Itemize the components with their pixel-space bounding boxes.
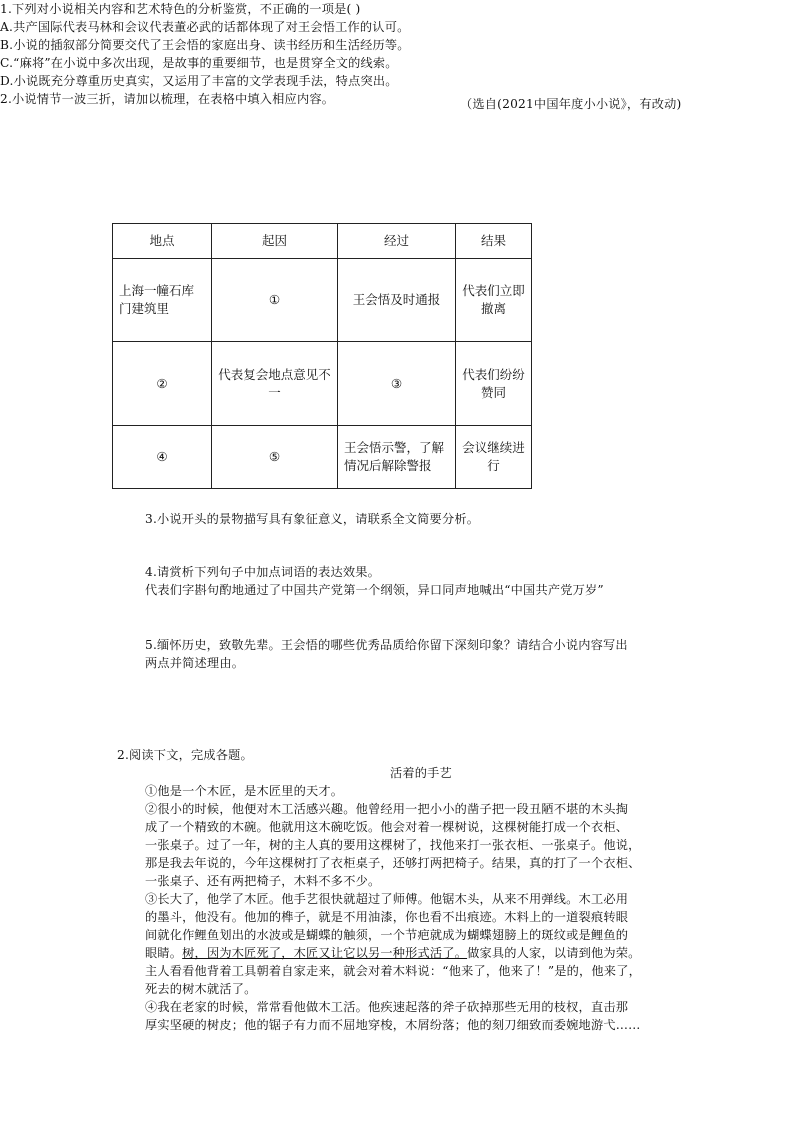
story-line: 厚实坚硬的树皮；他的锯子有力而不屈地穿梭，木屑纷落；他的刻刀细致而委婉地游弋…… xyxy=(145,1018,641,1032)
table-header-row xyxy=(113,224,532,259)
section-2-heading: 2.阅读下文，完成各题。 xyxy=(117,748,253,762)
table-cell: 上海一幢石库门建筑里 xyxy=(113,259,212,342)
story-title: 活着的手艺 xyxy=(390,766,452,780)
option-b: B.小说的插叙部分简要交代了王会悟的家庭出身、读书经历和生活经历等。 xyxy=(0,38,410,52)
table-row xyxy=(113,425,532,488)
story-line: ②很小的时候，他便对木工活感兴趣。他曾经用一把小小的凿子把一段丑陋不堪的木头掏 xyxy=(145,802,629,816)
question-2-stem: 2.小说情节一波三折，请加以梳理，在表格中填入相应内容。 xyxy=(0,92,335,106)
option-c: C.“麻将”在小说中多次出现，是故事的重要细节，也是贯穿全文的线索。 xyxy=(0,56,398,70)
question-1-block xyxy=(0,0,794,108)
table-cell: ⑤ xyxy=(212,425,338,488)
story-line: ④我在老家的时候，常常看他做木工活。他疾速起落的斧子砍掉那些无用的枝杈，直击那 xyxy=(145,1000,629,1014)
table-header: 起因 xyxy=(212,224,338,259)
underlined-sentence: 树，因为木匠死了，木匠又让它以另一种形式活了。 xyxy=(182,946,468,960)
story-text: 眼睛。 xyxy=(145,946,183,960)
table-cell: 代表复会地点意见不一 xyxy=(212,342,338,425)
table-header: 经过 xyxy=(338,224,456,259)
table-header: 结果 xyxy=(456,224,532,259)
table-cell: 会议继续进行 xyxy=(456,425,532,488)
story-body xyxy=(145,782,705,1034)
question-3: 3.小说开头的景物描写具有象征意义，请联系全文简要分析。 xyxy=(145,512,480,526)
table-cell: 王会悟示警，了解情况后解除警报 xyxy=(338,425,456,488)
option-d: D.小说既充分尊重历史真实，又运用了丰富的文学表现手法，特点突出。 xyxy=(0,74,398,88)
story-line-composite xyxy=(145,944,705,962)
option-a: A.共产国际代表马林和会议代表董必武的话都体现了对王会悟工作的认可。 xyxy=(0,20,410,34)
plot-table xyxy=(112,223,532,489)
question-5-line-2: 两点并简述理由。 xyxy=(145,656,245,670)
question-1-stem: 1.下列对小说相关内容和艺术特色的分析鉴赏，不正确的一项是( ) xyxy=(0,2,361,16)
story-line: 成了一个精致的木碗。他就用这木碗吃饭。他会对着一棵树说，这棵树能打成一个衣柜、 xyxy=(145,820,629,834)
table-cell: 代表们立即撤离 xyxy=(456,259,532,342)
table-cell: 代表们纷纷赞同 xyxy=(456,342,532,425)
question-5-line-1: 5.缅怀历史，致敬先辈。王会悟的哪些优秀品质给你留下深刻印象？请结合小说内容写出 xyxy=(145,638,628,652)
source-note: （选自(2021中国年度小小说》，有改动) xyxy=(460,97,682,111)
story-line: 主人看看他背着工具朝着自家走来，就会对着木料说：“他来了，他来了！”是的，他来了， xyxy=(145,964,641,978)
table-header: 地点 xyxy=(113,224,212,259)
story-line: 那是我去年说的，今年这棵树打了衣柜桌子，还够打两把椅子。结果，真的打了一个衣柜、 xyxy=(145,856,641,870)
story-line: ③长大了，他学了木匠。他手艺很快就超过了师傅。他锯木头，从来不用弹线。木工必用 xyxy=(145,892,629,906)
table-row xyxy=(113,342,532,425)
question-4-stem: 4.请赏析下列句子中加点词语的表达效果。 xyxy=(145,565,381,579)
table-cell: ③ xyxy=(338,342,456,425)
story-line: 间就化作鲤鱼划出的水波或是蝴蝶的触须，一个节疤就成为蝴蝶翅膀上的斑纹或是鲤鱼的 xyxy=(145,928,629,942)
question-4-sentence: 代表们字斟句酌地通过了中国共产党第一个纲领，异口同声地喊出“中国共产党万岁” xyxy=(145,583,604,597)
table-row xyxy=(113,259,532,342)
table-cell: ② xyxy=(113,342,212,425)
table-cell: ④ xyxy=(113,425,212,488)
story-text: 做家具的人家，以请到他为荣。 xyxy=(467,946,641,960)
story-line: 一张桌子。过了一年，树的主人真的要用这棵树了，找他来打一张衣柜、一张桌子。他说， xyxy=(145,838,641,852)
story-line: 的墨斗，他没有。他加的榫子，就是不用油漆，你也看不出痕迹。木料上的一道裂痕转眼 xyxy=(145,910,629,924)
story-line: 一张桌子、还有两把椅子，木料不多不少。 xyxy=(145,874,381,888)
story-line: 死去的树木就活了。 xyxy=(145,982,257,996)
story-line: ①他是一个木匠，是木匠里的天才。 xyxy=(145,784,344,798)
table-cell: 王会悟及时通报 xyxy=(338,259,456,342)
table-cell: ① xyxy=(212,259,338,342)
